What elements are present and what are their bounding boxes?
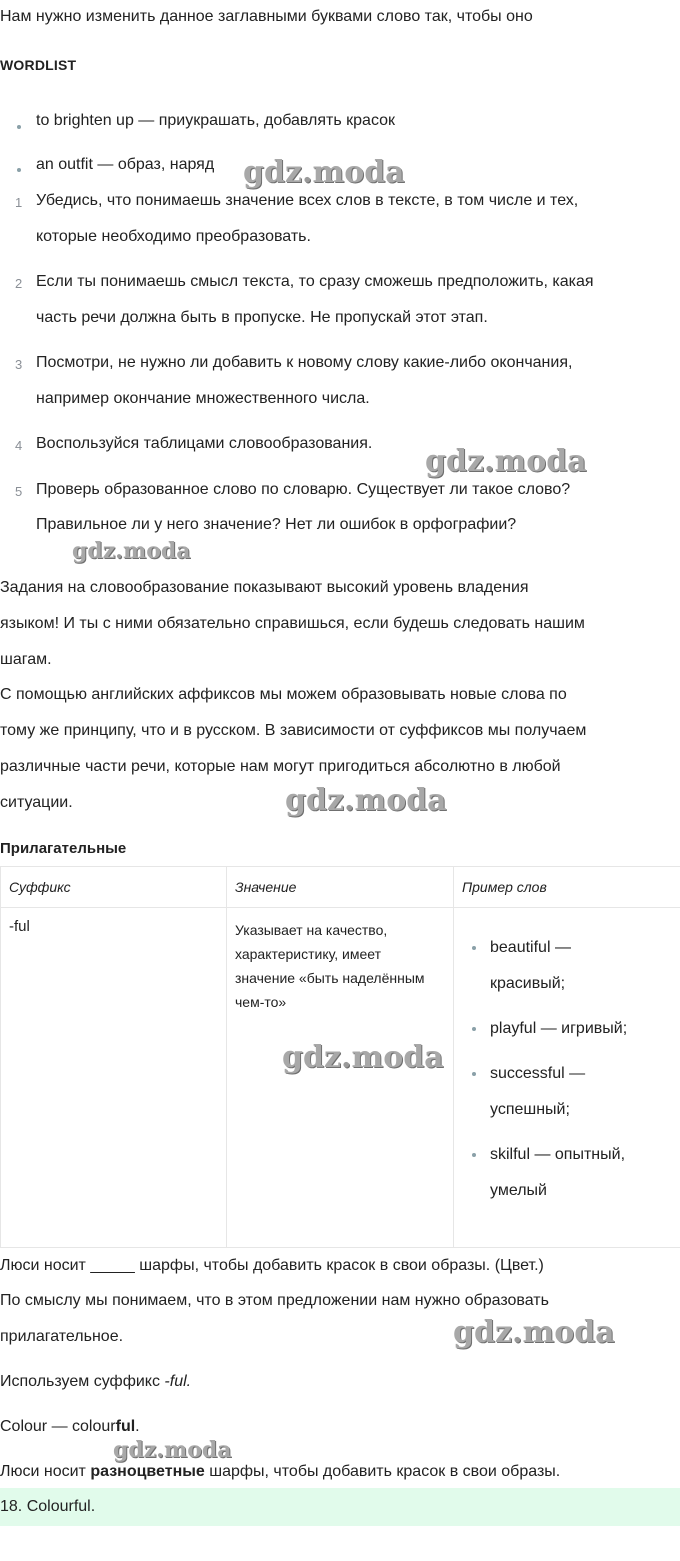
result-end: шарфы, чтобы добавить красок в свои образы. bbox=[204, 1463, 561, 1480]
word-base: Colour — colour bbox=[0, 1418, 116, 1435]
header-meaning: Значение bbox=[227, 867, 454, 908]
step-line: Убедись, что понимаешь значение всех слов в тексте, в том числе и тех, bbox=[36, 192, 579, 209]
paragraph-line: С помощью английских аффиксов мы можем образовывать новые слова по bbox=[0, 686, 567, 703]
paragraph-line: языком! И ты с ними обязательно справишься, если будешь следовать нашим bbox=[0, 615, 585, 632]
wordlist-item: to brighten up — приукрашать, добавлять красок bbox=[36, 112, 396, 129]
step-line: Если ты понимаешь смысл текста, то сразу сможешь предположить, какая bbox=[36, 273, 594, 290]
step-line: Проверь образованное слово по словарю. Существует ли такое слово? bbox=[36, 481, 571, 498]
word-suffix: ful bbox=[115, 1418, 136, 1435]
watermark-logo: gdz.moda bbox=[72, 538, 191, 564]
answer-box bbox=[0, 1488, 680, 1526]
example-item: beautiful — красивый; bbox=[490, 930, 620, 1002]
watermark-logo: gdz.moda bbox=[425, 444, 587, 479]
watermark-logo: gdz.moda bbox=[282, 1040, 444, 1075]
task-result-line bbox=[0, 1463, 560, 1481]
wordlist-heading: WORDLIST bbox=[0, 57, 77, 73]
step-number: 4 bbox=[15, 438, 23, 453]
table-header-row bbox=[1, 867, 680, 908]
word-end: . bbox=[135, 1418, 140, 1435]
suffix-label: Используем суффикс bbox=[0, 1373, 165, 1390]
watermark-logo: gdz.moda bbox=[453, 1315, 615, 1350]
table-row bbox=[1, 908, 680, 1248]
wordlist-item: an outfit — образ, наряд bbox=[36, 156, 215, 173]
meaning-text: Указывает на качество, характеристику, имеет значение «быть наделённым чем-то» bbox=[235, 922, 425, 1010]
step-number: 3 bbox=[15, 357, 23, 372]
examples-list bbox=[454, 930, 680, 1209]
task-explain: прилагательное. bbox=[0, 1328, 124, 1345]
watermark-logo: gdz.moda bbox=[113, 1437, 232, 1463]
watermark-logo: gdz.moda bbox=[285, 783, 447, 818]
step-line: часть речи должна быть в пропуске. Не пропускай этот этап. bbox=[36, 309, 488, 326]
cell-examples bbox=[454, 908, 680, 1248]
example-item: playful — игривый; bbox=[490, 1011, 670, 1047]
bullet-icon bbox=[17, 125, 21, 129]
paragraph-line: различные части речи, которые нам могут пригодиться абсолютно в любой bbox=[0, 758, 561, 775]
example-item: skilful — опытный, умелый bbox=[490, 1137, 660, 1209]
result-start: Люси носит bbox=[0, 1463, 91, 1480]
paragraph-line: тому же принципу, что и в русском. В зависимости от суффиксов мы получаем bbox=[0, 722, 587, 739]
watermark-logo: gdz.moda bbox=[243, 155, 405, 190]
step-line: например окончание множественного числа. bbox=[36, 390, 370, 407]
step-number: 2 bbox=[15, 276, 23, 291]
paragraph-line: Задания на словообразование показывают высокий уровень владения bbox=[0, 579, 529, 596]
header-suffix: Суффикс bbox=[1, 867, 227, 908]
step-number: 1 bbox=[15, 195, 23, 210]
header-examples: Пример слов bbox=[454, 867, 680, 908]
example-item: successful — успешный; bbox=[490, 1056, 620, 1128]
task-word-line bbox=[0, 1418, 140, 1436]
cell-suffix: -ful bbox=[1, 908, 227, 1248]
bullet-icon bbox=[17, 168, 21, 172]
result-bold: разноцветные bbox=[90, 1463, 205, 1480]
intro-text: Нам нужно изменить данное заглавными буквами слово так, чтобы оно bbox=[0, 8, 533, 25]
step-line: Правильное ли у него значение? Нет ли ошибок в орфографии? bbox=[36, 516, 517, 533]
task-sentence: Люси носит _____ шарфы, чтобы добавить красок в свои образы. (Цвет.) bbox=[0, 1257, 544, 1274]
step-number: 5 bbox=[15, 484, 23, 499]
task-suffix-line bbox=[0, 1373, 191, 1391]
paragraph-line: ситуации. bbox=[0, 794, 73, 811]
step-line: Посмотри, не нужно ли добавить к новому слову какие-либо окончания, bbox=[36, 354, 573, 371]
cell-meaning bbox=[227, 908, 454, 1248]
paragraph-line: шагам. bbox=[0, 651, 52, 668]
suffix-value: -ful. bbox=[164, 1373, 192, 1390]
step-line: Воспользуйся таблицами словообразования. bbox=[36, 435, 373, 452]
step-line: которые необходимо преобразовать. bbox=[36, 228, 311, 245]
task-explain: По смыслу мы понимаем, что в этом предложении нам нужно образовать bbox=[0, 1292, 549, 1309]
answer-text: 18. Colourful. bbox=[0, 1498, 96, 1515]
table-title: Прилагательные bbox=[0, 840, 127, 857]
